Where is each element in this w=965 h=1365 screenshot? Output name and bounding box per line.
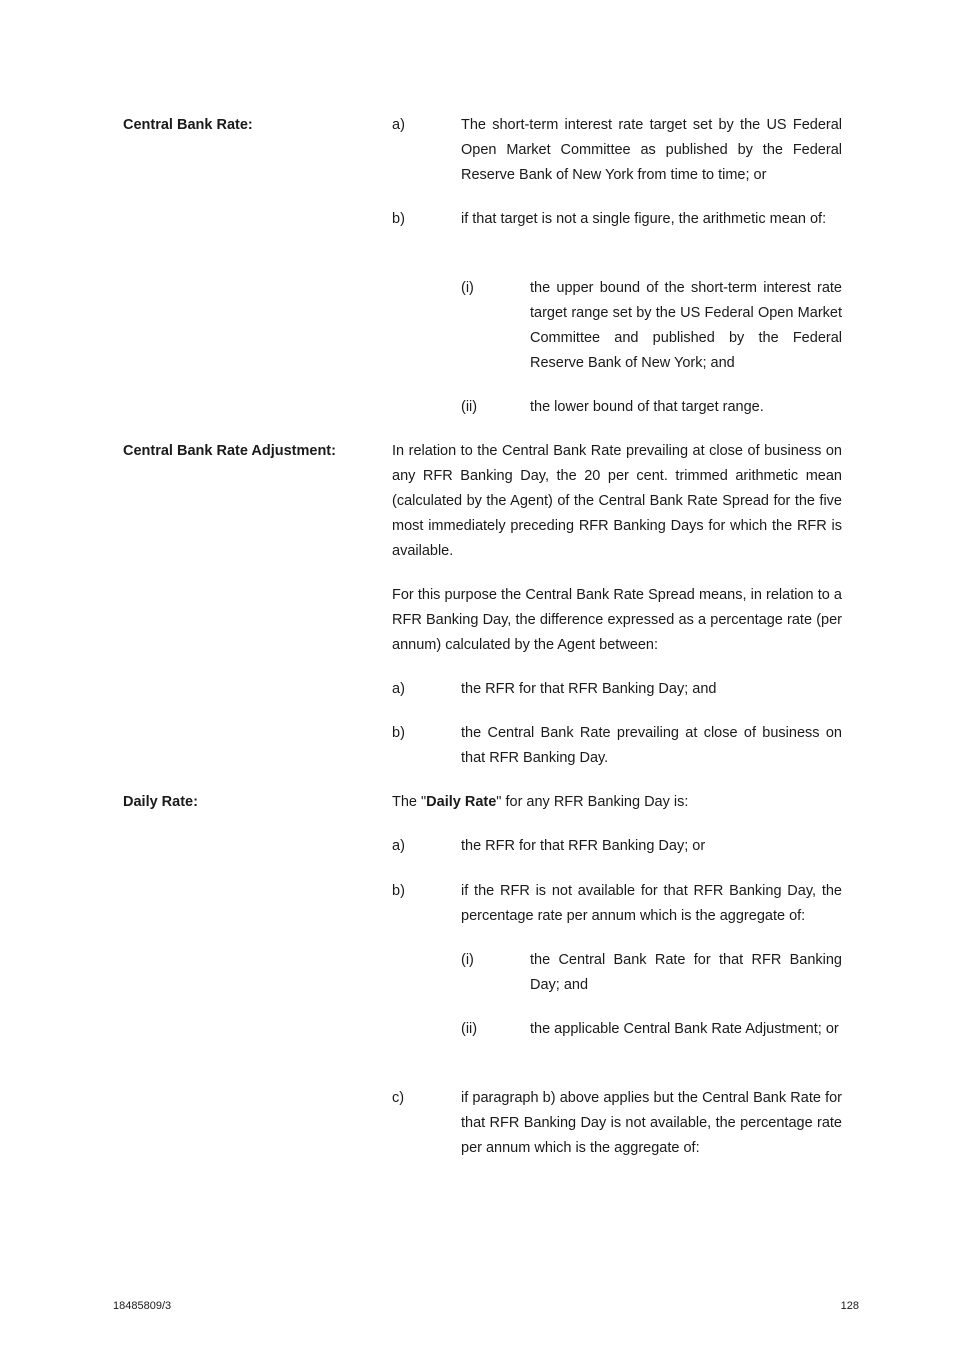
item-text: the Central Bank Rate for that RFR Banking Day; and <box>530 952 842 993</box>
paragraph: For this purpose the Central Bank Rate Spread means, in relation to a RFR Banking Day, the difference expressed as a percentage rate (per annum) calculated by the Agent between: <box>392 587 842 653</box>
item-label: a) <box>392 838 405 854</box>
item-text: the upper bound of the short-term interest rate target range set by the US Federal Open Market Committee and published by the Federal Reserve Bank of New York; and <box>530 280 842 371</box>
item-label: (ii) <box>461 1021 478 1037</box>
item-text: the RFR for that RFR Banking Day; and <box>461 681 717 697</box>
term-central-bank-rate: Central Bank Rate: <box>123 117 253 133</box>
item-text: if that target is not a single figure, the arithmetic mean of: <box>461 211 827 227</box>
item-text: the RFR for that RFR Banking Day; or <box>461 838 706 854</box>
item-label: (i) <box>461 952 474 968</box>
item-text: if the RFR is not available for that RFR Banking Day, the percentage rate per annum which is the aggregate of: <box>461 883 842 924</box>
page-number: 128 <box>840 1300 859 1312</box>
intro-text: The " <box>392 794 427 810</box>
item-label: (ii) <box>461 399 478 415</box>
item-label: b) <box>392 211 405 227</box>
term-daily-rate: Daily Rate: <box>123 794 198 810</box>
item-label: a) <box>392 681 405 697</box>
item-text: the applicable Central Bank Rate Adjustment; or <box>530 1021 839 1037</box>
term-central-bank-rate-adjustment: Central Bank Rate Adjustment: <box>123 443 336 459</box>
item-text: the lower bound of that target range. <box>530 399 764 415</box>
intro-text: " for any RFR Banking Day is: <box>496 794 689 810</box>
paragraph: In relation to the Central Bank Rate prevailing at close of business on any RFR Banking Day, the 20 per cent. trimmed arithmetic mean (calculated by the Agent) of the Central Bank Rate Spread for the five most immediately preceding RFR Banking Days for which the RFR is available. <box>392 443 842 559</box>
item-text: The short-term interest rate target set by the US Federal Open Market Committee as published by the Federal Reserve Bank of New York from time to time; or <box>461 117 842 183</box>
item-label: b) <box>392 725 405 741</box>
item-label: (i) <box>461 280 474 296</box>
item-text: the Central Bank Rate prevailing at close of business on that RFR Banking Day. <box>461 725 842 766</box>
paragraph <box>392 790 842 815</box>
defined-term: Daily Rate <box>426 794 497 810</box>
item-label: c) <box>392 1090 405 1106</box>
item-label: b) <box>392 883 405 899</box>
document-reference: 18485809/3 <box>113 1300 172 1312</box>
item-label: a) <box>392 117 405 133</box>
item-text: if paragraph b) above applies but the Central Bank Rate for that RFR Banking Day is not available, the percentage rate per annum which is the aggregate of: <box>461 1090 842 1156</box>
